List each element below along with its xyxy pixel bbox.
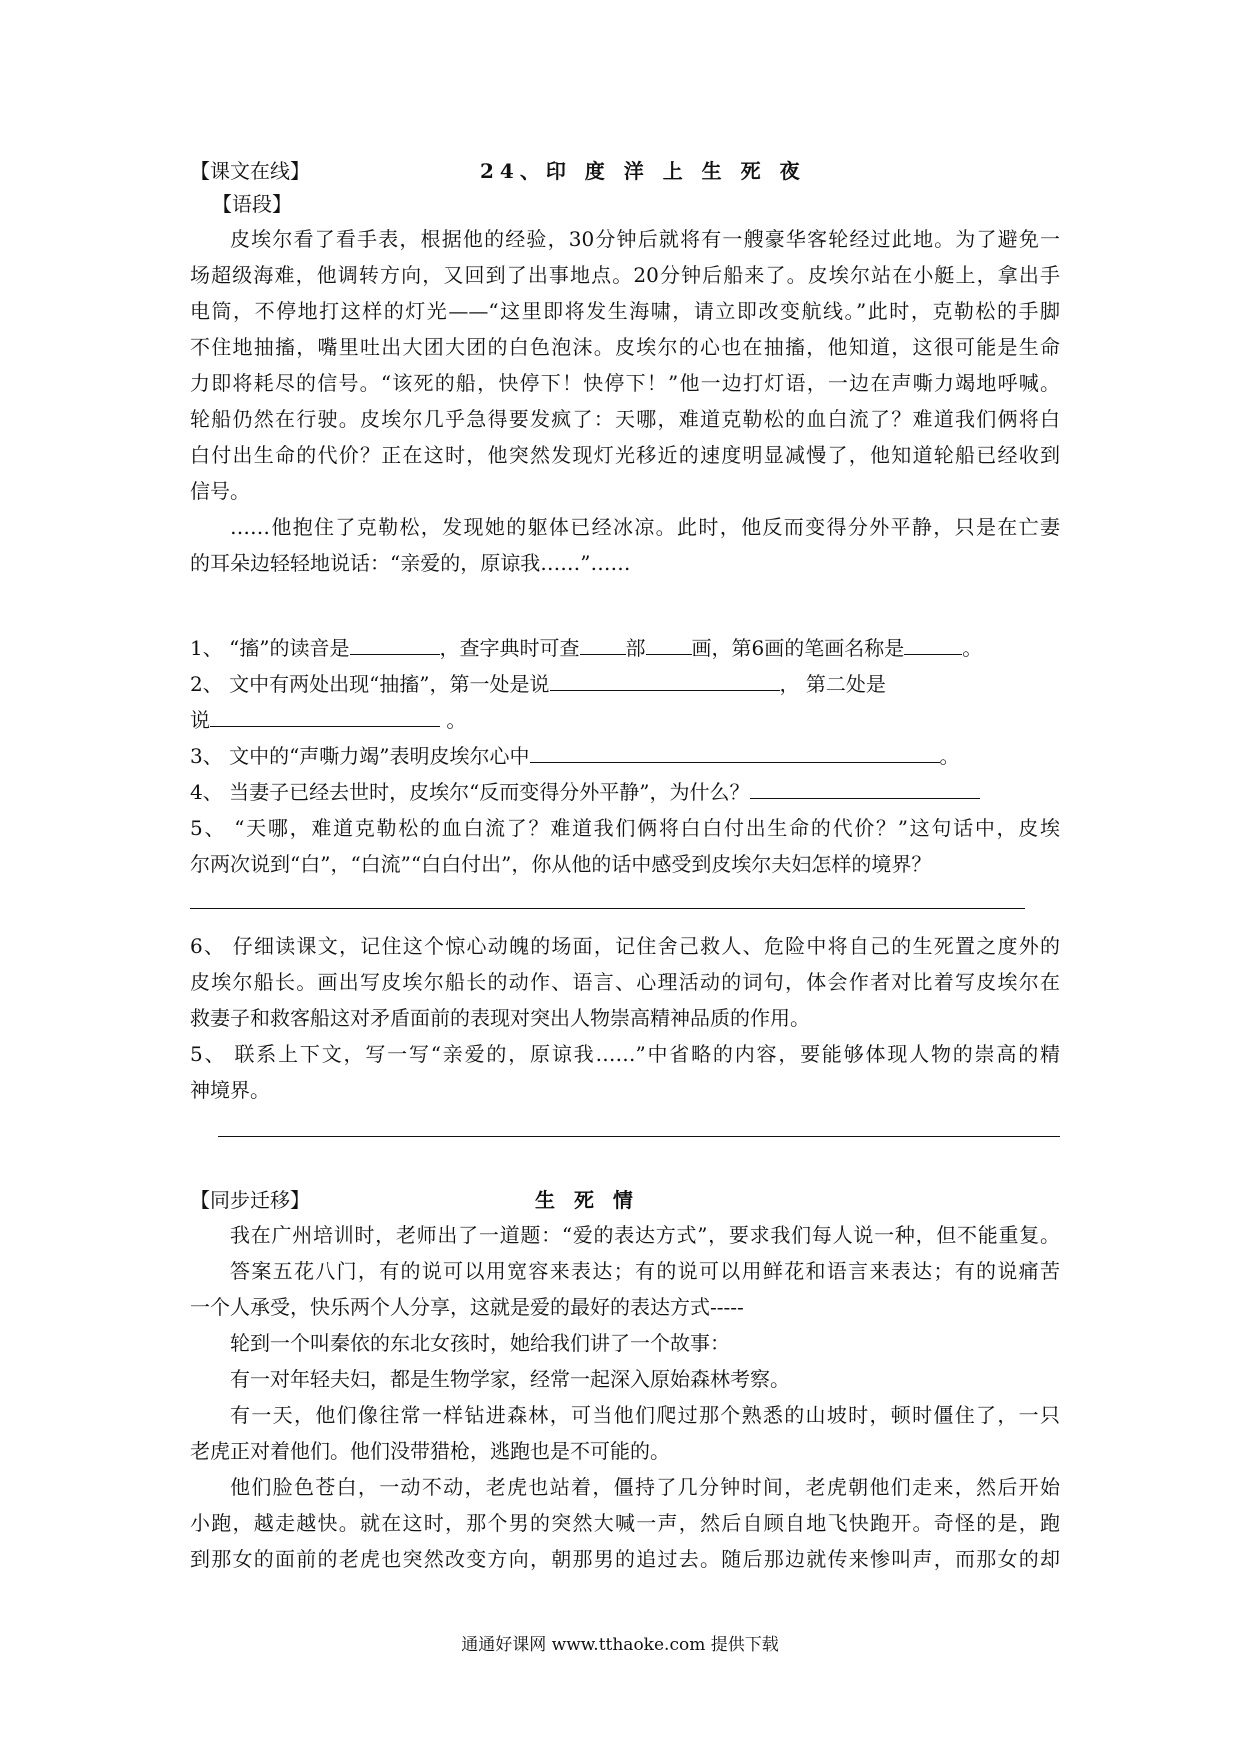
passage1-line: 皮埃尔看了看手表，根据他的经验，30分钟后就将有一艘豪华客轮经过此地。为了避免一 (230, 227, 1060, 251)
passage2-line: 有一天，他们像往常一样钻进森林，可当他们爬过那个熟悉的山坡时，顿时僵住了，一只 (230, 1403, 1060, 1427)
question-1 (190, 634, 982, 662)
passage2-line: 小跑，越走越快。就在这时，那个男的突然大喊一声，然后自顾自地飞快跑开。奇怪的是，跑 (190, 1511, 1060, 1535)
question-7-cont: 神境界。 (190, 1078, 270, 1102)
question-3 (190, 742, 960, 770)
question-7: 5、 联系上下文，写一写“亲爱的，原谅我……”中省略的内容，要能够体现人物的崇高的精 (190, 1042, 1060, 1066)
page-footer: 通通好课网 www.tthaoke.com 提供下载 (461, 1635, 779, 1655)
q2-text: 。 (440, 708, 467, 732)
q2-answer-blank-first[interactable] (550, 670, 780, 691)
section2-title: 生 死 情 (535, 1188, 639, 1212)
passage1-line: 力即将耗尽的信号。“该死的船，快停下！快停下！”他一边打灯语，一边在声嘶力竭地呼喊。 (190, 371, 1060, 395)
q2-text: ， 第二处是 (779, 672, 886, 696)
section1-header (190, 157, 1060, 185)
q1-answer-blank-strokes[interactable] (646, 634, 692, 655)
q1-text: ，查字典时可查 (439, 636, 580, 660)
question-5: 5、 “天哪，难道克勒松的血白流了？难道我们俩将白白付出生命的代价？”这句话中，皮埃 (190, 816, 1060, 840)
question-5-cont: 尔两次说到“白”，“白流”“白白付出”，你从他的话中感受到皮埃尔夫妇怎样的境界？ (190, 852, 932, 876)
passage2-line: 一个人承受，快乐两个人分享，这就是爱的最好的表达方式----- (190, 1295, 744, 1319)
passage2-line: 我在广州培训时，老师出了一道题：“爱的表达方式”，要求我们每人说一种，但不能重复。 (230, 1223, 1060, 1247)
question-2 (190, 670, 1060, 698)
q3-text: 3、 文中的“声嘶力竭”表明皮埃尔心中 (190, 744, 530, 768)
question-6-cont: 皮埃尔船长。画出写皮埃尔船长的动作、语言、心理活动的词句，体会作者对比着写皮埃尔在 (190, 970, 1060, 994)
passage2-line: 有一对年轻夫妇，都是生物学家，经常一起深入原始森林考察。 (230, 1367, 790, 1391)
q1-answer-blank-stroke-name[interactable] (904, 634, 962, 655)
question-2-cont (190, 706, 466, 734)
passage2-line: 老虎正对着他们。他们没带猎枪，逃跑也是不可能的。 (190, 1439, 670, 1463)
section1-title: 24、印 度 洋 上 生 死 夜 (480, 159, 806, 183)
q1-text: 部 (625, 636, 646, 660)
passage1-line: 轮船仍然在行驶。皮埃尔几乎急得要发疯了：天哪，难道克勒松的血白流了？难道我们俩将白 (190, 407, 1060, 431)
q2-text: 2、 文中有两处出现“抽搐”，第一处是说 (190, 672, 550, 696)
passage1-line: 信号。 (190, 479, 250, 503)
question-6-cont: 救妻子和救客船这对矛盾面前的表现对突出人物崇高精神品质的作用。 (190, 1006, 810, 1030)
passage1-line: 场超级海难，他调转方向，又回到了出事地点。20分钟后船来了。皮埃尔站在小艇上，拿出手 (190, 263, 1060, 287)
q5-answer-line[interactable] (190, 908, 1025, 909)
question-6: 6、 仔细读课文，记住这个惊心动魄的场面，记住舍己救人、危险中将自己的生死置之度外的 (190, 934, 1060, 958)
q3-answer-blank[interactable] (530, 742, 940, 763)
q1-text: 。 (962, 636, 983, 660)
passage2-line: 他们脸色苍白，一动不动，老虎也站着，僵持了几分钟时间，老虎朝他们走来，然后开始 (230, 1475, 1060, 1499)
passage1-line: 电筒，不停地打这样的灯光——“这里即将发生海啸，请立即改变航线。”此时，克勒松的手脚 (190, 299, 1060, 323)
passage1-line: 的耳朵边轻轻地说话：“亲爱的，原谅我……”…… (190, 551, 631, 575)
question-4 (190, 778, 980, 806)
q1-answer-blank-radical[interactable] (580, 634, 626, 655)
q4-text: 4、 当妻子已经去世时，皮埃尔“反而变得分外平静”，为什么？ (190, 780, 750, 804)
q2-answer-blank-second[interactable] (210, 706, 440, 727)
section2-tag: 【同步迁移】 (190, 1188, 310, 1212)
q4-answer-blank[interactable] (750, 778, 980, 799)
passage2-line: 轮到一个叫秦依的东北女孩时，她给我们讲了一个故事： (230, 1331, 730, 1355)
q1-answer-blank-pinyin[interactable] (350, 634, 440, 655)
section1-tag: 【课文在线】 (190, 159, 310, 183)
q2-text: 说 (190, 708, 210, 732)
passage2-line: 到那女的面前的老虎也突然改变方向，朝那男的追过去。随后那边就传来惨叫声，而那女的却 (190, 1547, 1060, 1571)
passage1-line: 白付出生命的代价？正在这时，他突然发现灯光移近的速度明显减慢了，他知道轮船已经收到 (190, 443, 1060, 467)
passage2-line: 答案五花八门，有的说可以用宽容来表达；有的说可以用鲜花和语言来表达；有的说痛苦 (230, 1259, 1060, 1283)
q7-answer-line[interactable] (218, 1136, 1060, 1137)
q1-text: 画，第6画的笔画名称是 (691, 636, 905, 660)
section2-header (190, 1186, 1060, 1214)
q3-text: 。 (939, 744, 960, 768)
passage1-line: ……他抱住了克勒松，发现她的躯体已经冰凉。此时，他反而变得分外平静，只是在亡妻 (230, 515, 1060, 539)
passage1-line: 不住地抽搐，嘴里吐出大团大团的白色泡沫。皮埃尔的心也在抽搐，他知道，这很可能是生命 (190, 335, 1060, 359)
q1-text: 1、 “搐”的读音是 (190, 636, 350, 660)
section1-subtag: 【语段】 (212, 192, 292, 216)
